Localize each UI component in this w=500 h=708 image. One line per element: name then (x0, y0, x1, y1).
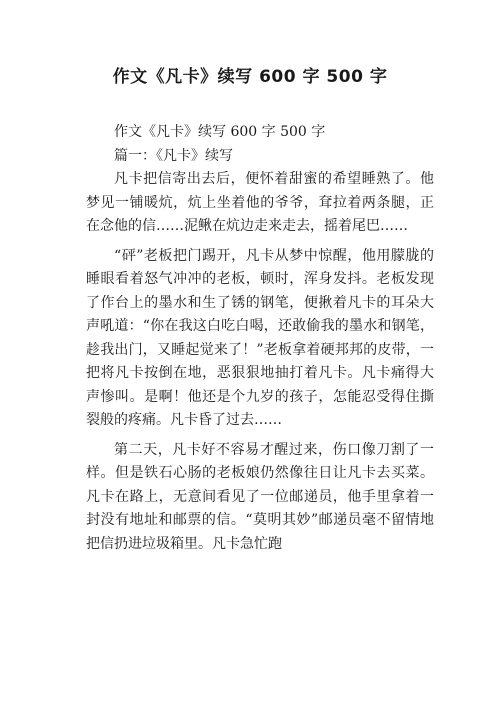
paragraph-1: 凡卡把信寄出去后，便怀着甜蜜的希望睡熟了。他梦见一铺暖炕，炕上坐着他的爷爷，耷拉着两条腿，正在念他的信……泥鳅在炕边走来走去，摇着尾巴…… (86, 171, 434, 234)
paragraph-subtitle: 作文《凡卡》续写 600 字 500 字 (114, 124, 326, 140)
paragraph-3: 第二天，凡卡好不容易才醒过来，伤口像刀割了一样。但是铁石心肠的老板娘仍然像往日让凡卡去买菜。凡卡在路上，无意间看见了一位邮递员，他手里拿着一封没有地址和邮票的信。“莫明其妙”邮递员毫不留情地把信扔进垃圾箱里。凡卡急忙跑 (86, 441, 434, 552)
document-body (86, 121, 434, 556)
paragraph-section-heading: 篇一：《凡卡》续写 (114, 147, 233, 164)
paragraph-2: “砰”老板把门踢开，凡卡从梦中惊醒，他用朦胧的睡眼看着怒气冲冲的老板，顿时，浑身发抖。老板发现了作台上的墨水和生了锈的钢笔，便揪着凡卡的耳朵大声吼道：“你在我这白吃白喝，还敢偷我的墨水和钢笔，趁我出门，又睡起觉来了！”老板拿着硬邦邦的皮带，一把将凡卡按倒在地，恶狠狠地抽打着凡卡。凡卡痛得大声惨叫。是啊！他还是个九岁的孩子，怎能忍受得住撕裂般的疼痛。凡卡昏了过去…… (86, 247, 434, 428)
page-title: 作文《凡卡》续写 600 字 500 字 (112, 67, 388, 87)
